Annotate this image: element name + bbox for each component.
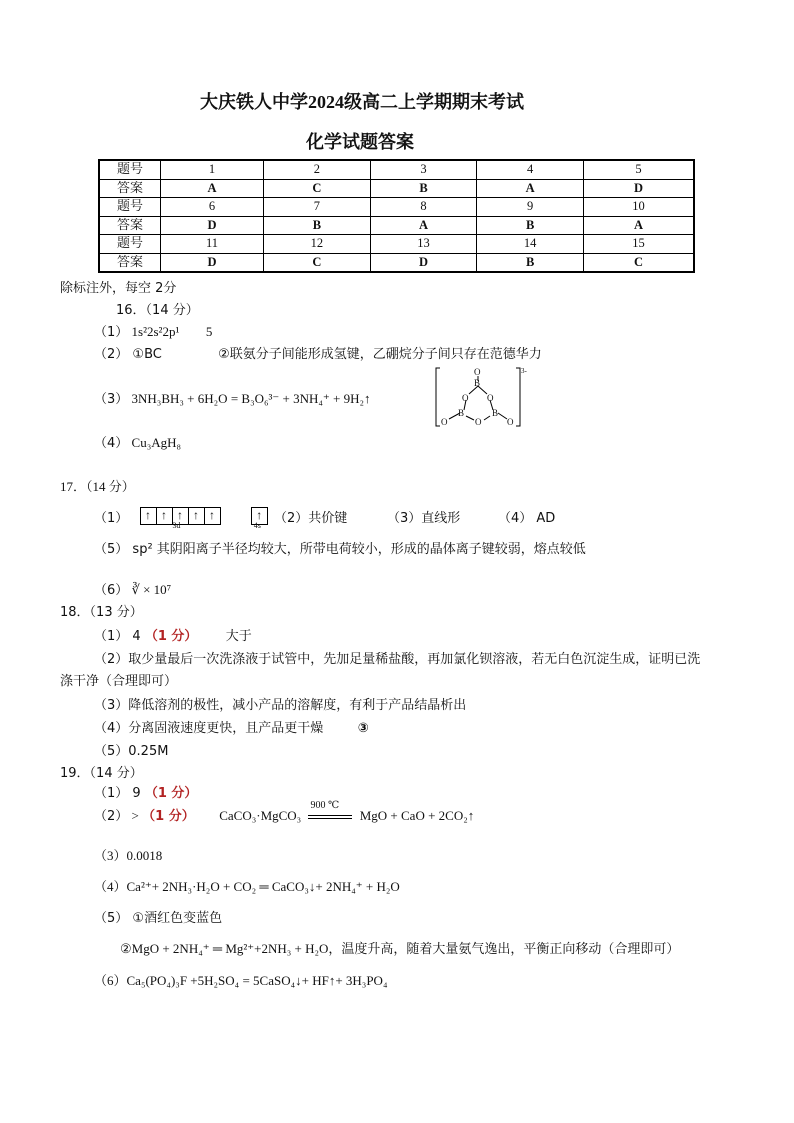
q19-part2-score: （1 分） bbox=[142, 809, 195, 824]
answer-cell: B bbox=[477, 216, 584, 235]
q18-part3: （3）降低溶剂的极性，减小产品的溶解度，有利于产品结晶析出 bbox=[94, 698, 467, 713]
orbital-3d bbox=[140, 507, 220, 530]
q19-part2-eq-right: MgO + CaO + 2CO₂↑ bbox=[359, 808, 475, 823]
answer-cell: C bbox=[583, 253, 694, 272]
orbital-3d-label: 3d bbox=[172, 521, 181, 530]
question-number-cell: 2 bbox=[264, 160, 371, 179]
ring-atom-o-bottom: O bbox=[475, 417, 482, 427]
q16-heading: 16．（14 分） bbox=[116, 303, 199, 318]
q19-heading: 19．（14 分） bbox=[60, 766, 143, 781]
q16-part2-label: （2） bbox=[94, 347, 129, 362]
q19-part2-condition: 900 ℃ bbox=[310, 800, 340, 811]
document-subtitle: 化学试题答案 bbox=[306, 132, 414, 152]
q17-part6-value: ∛ × 10⁷ bbox=[131, 582, 172, 597]
ring-atom-b-left: B bbox=[458, 408, 465, 418]
q18-part4-choice: ③ bbox=[357, 721, 369, 736]
question-number-cell: 3 bbox=[370, 160, 477, 179]
q18-part1-value: 4 bbox=[132, 629, 141, 644]
ring-atom-o-upper-left: O bbox=[462, 393, 469, 403]
question-number-cell: 10 bbox=[583, 198, 694, 217]
table-row bbox=[99, 179, 694, 198]
q19-part5-label: （5） bbox=[94, 911, 129, 926]
answer-cell: C bbox=[264, 253, 371, 272]
q17-part2: （2）共价键 bbox=[274, 511, 348, 526]
ring-atom-b-top: B bbox=[474, 378, 481, 388]
scoring-note: 除标注外，每空 2分 bbox=[60, 281, 177, 296]
answer-cell: D bbox=[161, 253, 264, 272]
orbital-4s bbox=[251, 507, 267, 530]
answer-cell: D bbox=[161, 216, 264, 235]
q16-part1-config: 1s²2s²2p¹ bbox=[131, 324, 180, 339]
orbital-box: ↑ bbox=[140, 507, 157, 525]
row-label: 答案 bbox=[99, 253, 161, 272]
q17-part4: （4） AD bbox=[498, 511, 556, 526]
ring-atom-o-outer-left: O bbox=[441, 417, 448, 427]
answer-cell: B bbox=[477, 253, 584, 272]
q19-part2 bbox=[94, 800, 475, 824]
q19-part2-condition-arrow bbox=[308, 800, 352, 820]
q19-part5-b: ②MgO + 2NH₄⁺ ═ Mg²⁺+2NH₃ + H₂O，温度升高，随着大量氨气逸出，平衡正向移动（合理即可） bbox=[120, 941, 680, 956]
ring-atom-o-outer-right: O bbox=[507, 417, 514, 427]
q19-part2-value: > bbox=[131, 808, 139, 823]
q19-part1-score: （1 分） bbox=[144, 786, 198, 801]
q17-part5-value: sp² 其阴阳离子半径均较大，所带电荷较小，形成的晶体离子键较弱，熔点较低 bbox=[132, 542, 586, 557]
q17-heading: 17．（14 分） bbox=[60, 479, 135, 494]
q19-part6: （6）Ca₅(PO₄)₃F +5H₂SO₄ = 5CaSO₄↓+ HF↑+ 3H₃PO₄ bbox=[94, 973, 388, 988]
orbital-box: ↑ bbox=[204, 507, 221, 525]
question-number-cell: 11 bbox=[161, 235, 264, 254]
answer-table bbox=[98, 159, 695, 273]
q17-part1 bbox=[94, 507, 267, 530]
q19-part1-label: （1） bbox=[94, 786, 129, 801]
q16-part2-a: ①BC bbox=[132, 347, 162, 362]
answer-cell: B bbox=[264, 216, 371, 235]
table-row bbox=[99, 235, 694, 254]
q17-part5-label: （5） bbox=[94, 542, 129, 557]
q18-part1-compare: 大于 bbox=[225, 629, 252, 644]
question-number-cell: 4 bbox=[477, 160, 584, 179]
q19-part1-value: 9 bbox=[132, 786, 141, 801]
q16-part2-b: ②联氨分子间能形成氢键，乙硼烷分子间只存在范德华力 bbox=[218, 347, 542, 362]
q19-part5-a: ①酒红色变蓝色 bbox=[132, 911, 223, 926]
q18-part2-line2: 涤干净（合理即可） bbox=[60, 674, 178, 689]
row-label: 题号 bbox=[99, 160, 161, 179]
ring-atom-o-top: O bbox=[474, 367, 481, 377]
question-number-cell: 8 bbox=[370, 198, 477, 217]
answer-cell: B bbox=[370, 179, 477, 198]
q18-part1 bbox=[94, 625, 252, 644]
q18-part5: （5）0.25M bbox=[94, 744, 169, 759]
table-row bbox=[99, 198, 694, 217]
q16-part4-value: Cu₃AgH₈ bbox=[131, 435, 182, 450]
answer-cell: C bbox=[264, 179, 371, 198]
answer-cell: A bbox=[161, 179, 264, 198]
q16-part1 bbox=[94, 321, 212, 340]
answer-cell: D bbox=[370, 253, 477, 272]
q16-part1-value: 5 bbox=[205, 324, 213, 339]
row-label: 题号 bbox=[99, 235, 161, 254]
q18-part1-label: （1） bbox=[94, 629, 129, 644]
question-number-cell: 6 bbox=[161, 198, 264, 217]
ring-charge: 3- bbox=[521, 367, 527, 375]
q18-part1-score: （1 分） bbox=[144, 629, 198, 644]
q17-part5 bbox=[94, 538, 586, 557]
question-number-cell: 15 bbox=[583, 235, 694, 254]
q17-part6 bbox=[94, 579, 171, 598]
ring-atom-o-upper-right: O bbox=[487, 393, 494, 403]
row-label: 答案 bbox=[99, 216, 161, 235]
q19-part4: （4）Ca²⁺+ 2NH₃·H₂O + CO₂ ═ CaCO₃↓+ 2NH₄⁺ + H₂O bbox=[94, 879, 400, 894]
table-row bbox=[99, 160, 694, 179]
row-label: 题号 bbox=[99, 198, 161, 217]
q18-part4-text: （4）分离固液速度更快，且产品更干燥 bbox=[94, 721, 324, 736]
q17-part6-label: （6） bbox=[94, 583, 129, 598]
q18-part4 bbox=[94, 717, 369, 736]
question-number-cell: 1 bbox=[161, 160, 264, 179]
answer-cell: D bbox=[583, 179, 694, 198]
q19-part3: （3）0.0018 bbox=[94, 848, 163, 863]
table-row bbox=[99, 253, 694, 272]
question-number-cell: 12 bbox=[264, 235, 371, 254]
answer-cell: A bbox=[477, 179, 584, 198]
question-number-cell: 5 bbox=[583, 160, 694, 179]
row-label: 答案 bbox=[99, 179, 161, 198]
q16-part1-label: （1） bbox=[94, 325, 129, 340]
q16-part4-label: （4） bbox=[94, 436, 129, 451]
question-number-cell: 13 bbox=[370, 235, 477, 254]
q17-part3: （3）直线形 bbox=[387, 511, 461, 526]
q18-part2-line1: （2）取少量最后一次洗涤液于试管中，先加足量稀盐酸，再加氯化钡溶液，若无白色沉淀生成，证明已洗 bbox=[94, 652, 701, 667]
question-number-cell: 7 bbox=[264, 198, 371, 217]
q19-part1 bbox=[94, 782, 197, 801]
q16-part2 bbox=[94, 343, 542, 362]
q16-part3-label: （3） bbox=[94, 392, 129, 407]
document-title: 大庆铁人中学2024级高二上学期期末考试 bbox=[200, 92, 524, 112]
question-number-cell: 9 bbox=[477, 198, 584, 217]
orbital-box: ↑ bbox=[172, 507, 189, 525]
q16-part3 bbox=[94, 388, 371, 407]
orbital-4s-label: 4s bbox=[253, 521, 261, 530]
orbital-box: ↑ bbox=[251, 507, 268, 525]
orbital-box: ↑ bbox=[188, 507, 205, 525]
q19-part2-label: （2） bbox=[94, 809, 129, 824]
q16-part3-equation: 3NH₃BH₃ + 6H₂O = B₃O₆³⁻ + 3NH₄⁺ + 9H₂↑ bbox=[131, 391, 371, 406]
answer-cell: A bbox=[583, 216, 694, 235]
q16-part4 bbox=[94, 432, 181, 451]
ring-atom-b-right: B bbox=[492, 408, 499, 418]
q18-heading: 18．（13 分） bbox=[60, 605, 143, 620]
borate-ring-structure bbox=[432, 366, 532, 428]
q17-part1-label: （1） bbox=[94, 511, 129, 526]
question-number-cell: 14 bbox=[477, 235, 584, 254]
answer-cell: A bbox=[370, 216, 477, 235]
q19-part2-eq-left: CaCO₃·MgCO₃ bbox=[219, 808, 302, 823]
table-row bbox=[99, 216, 694, 235]
q19-part5 bbox=[94, 907, 222, 926]
orbital-box: ↑ bbox=[156, 507, 173, 525]
